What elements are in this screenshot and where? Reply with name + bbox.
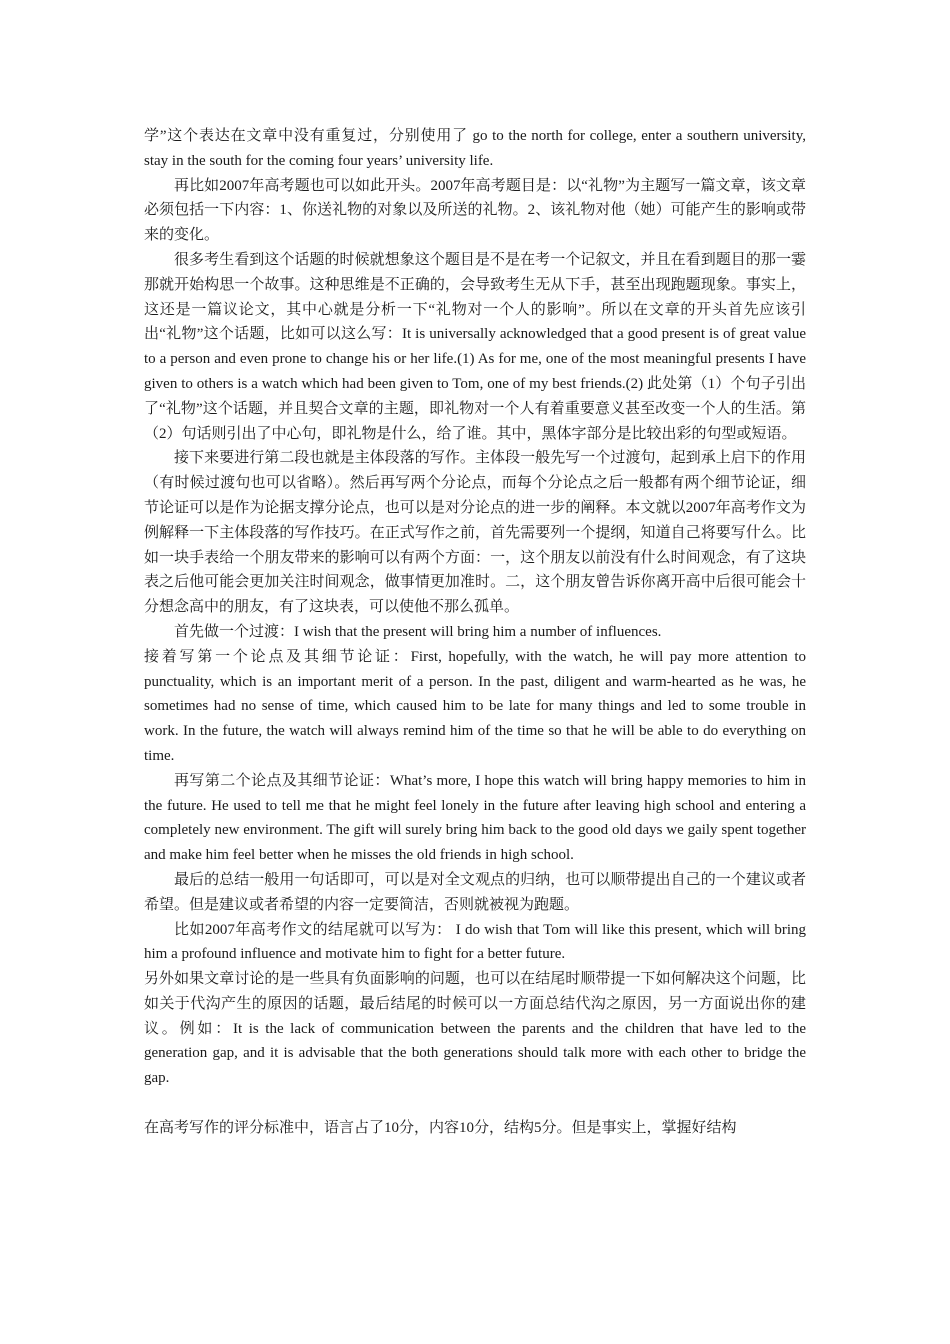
paragraph-second-point: 再写第二个论点及其细节论证：What’s more, I hope this watch will bring happy memories to him in the future. He used to tell me that he might feel lonely in the future after leaving high school and entering a completely new environment. The gift will surely bring him back to the good old days we gaily spent together and make him feel better when he misses the old friends in high school. [144, 772, 806, 864]
paragraph-transition: 首先做一个过渡：I wish that the present will bring him a number of influences. [174, 623, 662, 640]
paragraph-ending-example: 比如2007年高考作文的结尾就可以写为： I do wish that Tom will like this present, which will bring him a profound influence and motivate him to fight for a better future. [144, 921, 806, 963]
paragraph-opening-analysis: 很多考生看到这个话题的时候就想象这个题目是不是在考一个记叙文，并且在看到题目的那一霎那就开始构思一个故事。这种思维是不正确的，会导致考生无从下手，甚至出现跑题现象。事实上，这还是一篇议论文，其中心就是分析一下“礼物对一个人的影响”。所以在文章的开头首先应该引出“礼物”这个话题，比如可以这么写：It is universally acknowledged that a good present is of great value to a person and even prone to change his or her life.(1) As for me, one of the most meaningful presents I have given to others is a watch which had been given to Tom, one of my best friends.(2) 此处第（1）个句子引出了“礼物”这个话题，并且契合文章的主题，即礼物对一个人有着重要意义甚至改变一个人的生活。第（2）句话则引出了中心句，即礼物是什么，给了谁。其中，黑体字部分是比较出彩的句型或短语。 [144, 251, 806, 442]
paragraph-negative-topics: 另外如果文章讨论的是一些具有负面影响的问题，也可以在结尾时顺带提一下如何解决这个问题，比如关于代沟产生的原因的话题，最后结尾的时候可以一方面总结代沟之原因，另一方面说出你的建议。例如：It is the lack of communication between the parents and the children that have led to the generation gap, and it is advisable that the both generations should talk more with each other to bridge the gap. [144, 971, 806, 1087]
paragraph-2007-exam-topic: 再比如2007年高考题也可以如此开头。2007年高考题目是：以“礼物”为主题写一篇文章，该文章必须包括一下内容：1、你送礼物的对象以及所送的礼物。2、该礼物对他（她）可能产生的影响或带来的变化。 [144, 177, 806, 244]
document-body [144, 124, 806, 1141]
paragraph-first-point: 接着写第一个论点及其细节论证：First, hopefully, with the watch, he will pay more attention to punctuality, which is an important merit of a person. In the past, diligent and warm-hearted as he was, he sometimes had no sense of time, which caused him to be late for many things and led to some trouble in work. In the future, the watch will always remind him of the time so that he will be able to do everything on time. [144, 648, 806, 764]
blank-line [144, 1091, 806, 1116]
paragraph-body-structure: 接下来要进行第二段也就是主体段落的写作。主体段一般先写一个过渡句，起到承上启下的作用（有时候过渡句也可以省略）。然后再写两个分论点，而每个分论点之后一般都有两个细节论证，细节论证可以是作为论据支撑分论点，也可以是对分论点的进一步的阐释。本文就以2007年高考作文为例解释一下主体段落的写作技巧。在正式写作之前，首先需要列一个提纲，知道自己将要写什么。比如一块手表给一个朋友带来的影响可以有两个方面：一，这个朋友以前没有什么时间观念，有了这块表之后他可能会更加关注时间观念，做事情更加准时。二，这个朋友曾告诉你离开高中后很可能会十分想念高中的朋友，有了这块表，可以使他不那么孤单。 [144, 450, 806, 616]
paragraph-scoring-standard: 在高考写作的评分标准中，语言占了10分，内容10分，结构5分。但是事实上，掌握好结构 [144, 1119, 737, 1136]
paragraph-conclusion-advice: 最后的总结一般用一句话即可，可以是对全文观点的归纳，也可以顺带提出自己的一个建议或者希望。但是建议或者希望的内容一定要简洁，否则就被视为跑题。 [144, 871, 806, 913]
paragraph-continuation: 学”这个表达在文章中没有重复过，分别使用了 go to the north for college, enter a southern university, stay in the south for the coming four years’ university life. [144, 128, 806, 169]
